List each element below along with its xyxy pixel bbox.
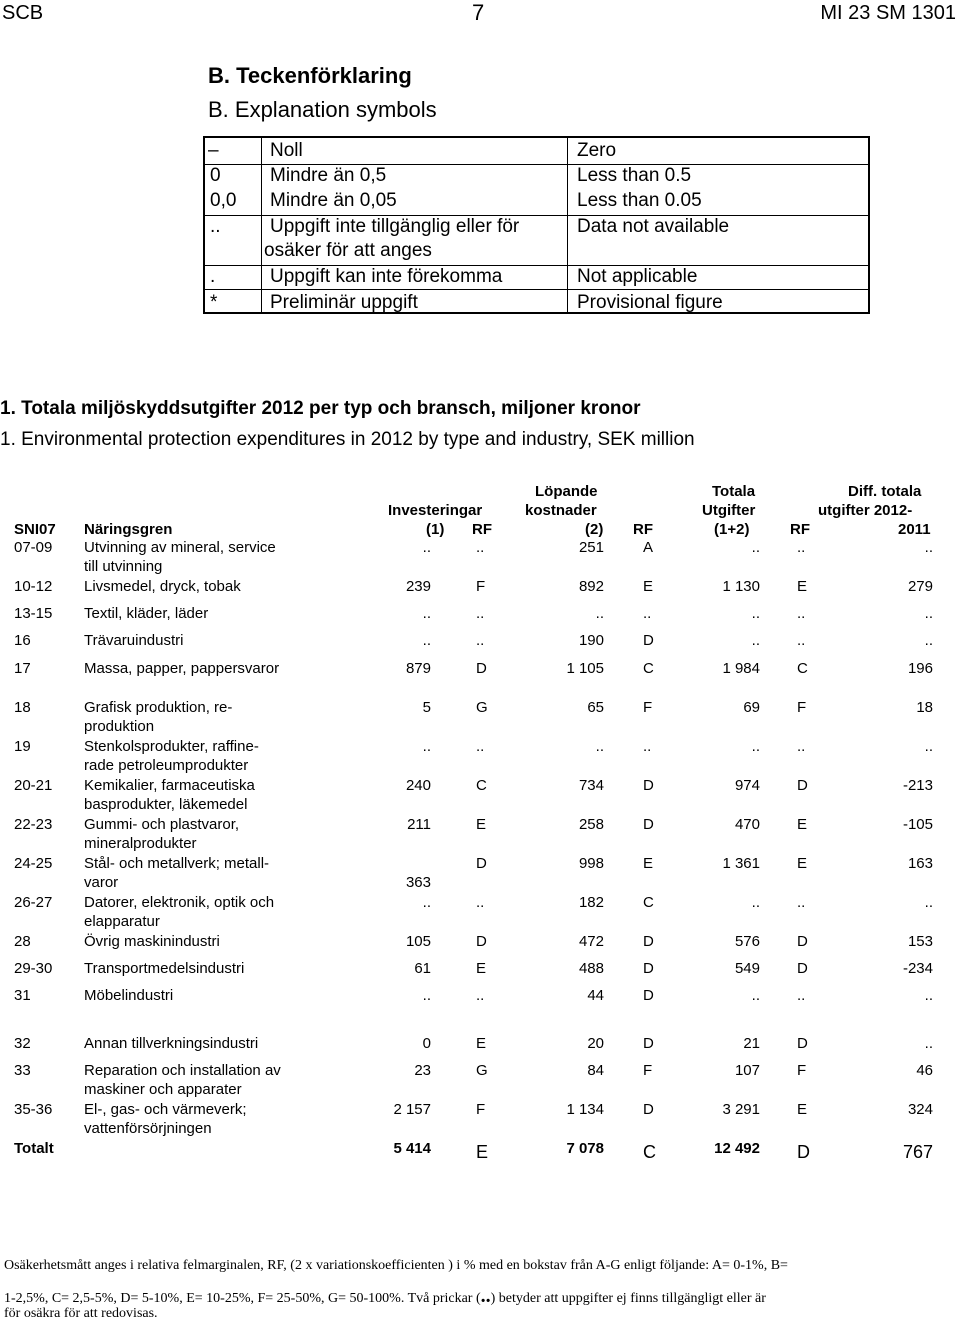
cell-rf-tot: F: [797, 1062, 807, 1079]
cell-rf-inv: E: [476, 1035, 487, 1052]
legend-symbol: *: [210, 292, 218, 313]
cell-diff: 163: [907, 855, 933, 872]
legend-symbol: ..: [210, 216, 221, 237]
legend-swedish: Noll: [270, 140, 303, 161]
cell-totala: ..: [751, 605, 760, 622]
cell-investeringar: 5: [422, 699, 431, 716]
cell-rf-tot: D: [797, 777, 808, 794]
cell-totala: ..: [751, 894, 760, 911]
header-totala: Totala: [712, 483, 756, 500]
cell-lopande: 182: [578, 894, 604, 911]
cell-lopande: 1 105: [566, 660, 604, 677]
cell-naringsgren: Textil, kläder, läder: [84, 605, 209, 622]
cell-totala: ..: [751, 987, 760, 1004]
cell-rf-lop: D: [643, 960, 654, 977]
legend-english: Less than 0.05: [577, 190, 702, 211]
cell-totala: 974: [734, 777, 760, 794]
legend-title-sv: B. Teckenförklaring: [208, 63, 412, 88]
footnote-line-3: för osäkra för att redovisas.: [4, 1306, 158, 1321]
cell-sni: 31: [14, 987, 31, 1004]
cell-naringsgren: El-, gas- och värmeverk;: [84, 1101, 247, 1118]
cell-rf-tot: ..: [797, 987, 806, 1004]
header-diff-year: 2011: [898, 521, 931, 538]
cell-rf-lop: A: [643, 539, 654, 556]
cell-lopande: ..: [595, 605, 604, 622]
cell-lopande: ..: [595, 738, 604, 755]
cell-rf-lop: C: [643, 894, 654, 911]
cell-investeringar: 240: [405, 777, 431, 794]
legend-english: Data not available: [577, 216, 730, 237]
total-cell-totala: 12 492: [714, 1140, 760, 1157]
header-rf-1: RF: [472, 521, 492, 538]
cell-investeringar: ..: [422, 539, 431, 556]
cell-rf-inv: G: [476, 1062, 488, 1079]
cell-totala: 576: [734, 933, 760, 950]
header-lopande: Löpande: [535, 483, 598, 500]
cell-diff: ..: [924, 539, 933, 556]
cell-investeringar: 363: [405, 874, 431, 891]
cell-lopande: 258: [578, 816, 604, 833]
cell-naringsgren: Stenkolsprodukter, raffine-: [84, 738, 259, 755]
legend-symbol: .: [210, 266, 216, 287]
cell-diff: ..: [924, 605, 933, 622]
total-cell-lopande: 7 078: [566, 1140, 604, 1157]
header-right: MI 23 SM 1301: [820, 2, 956, 24]
cell-lopande: 472: [578, 933, 604, 950]
cell-naringsgren: Kemikalier, farmaceutiska: [84, 777, 255, 794]
cell-rf-tot: D: [797, 1035, 808, 1052]
total-cell-rf-inv: E: [476, 1142, 489, 1162]
cell-sni: 26-27: [14, 894, 53, 911]
cell-rf-inv: ..: [476, 987, 485, 1004]
cell-investeringar: ..: [422, 987, 431, 1004]
page-number: 7: [472, 0, 485, 25]
cell-totala: 21: [743, 1035, 760, 1052]
cell-sni: 10-12: [14, 578, 53, 595]
cell-sni: 13-15: [14, 605, 53, 622]
cell-rf-lop: D: [643, 777, 654, 794]
cell-investeringar: ..: [422, 738, 431, 755]
cell-rf-inv: F: [476, 578, 486, 595]
cell-rf-inv: D: [476, 660, 487, 677]
cell-rf-lop: ..: [643, 738, 652, 755]
total-label: Totalt: [14, 1140, 54, 1157]
header-lopande-num: (2): [585, 521, 604, 538]
cell-totala: ..: [751, 539, 760, 556]
cell-diff: -234: [902, 960, 933, 977]
cell-investeringar: 61: [414, 960, 431, 977]
cell-rf-lop: D: [643, 933, 654, 950]
cell-rf-tot: C: [797, 660, 808, 677]
footnote-line-2: [4, 1285, 766, 1308]
legend-english: Provisional figure: [577, 292, 723, 313]
cell-rf-inv: G: [476, 699, 488, 716]
cell-diff: 279: [907, 578, 933, 595]
cell-sni: 16: [14, 632, 31, 649]
cell-totala: ..: [751, 738, 760, 755]
cell-sni: 35-36: [14, 1101, 53, 1118]
cell-rf-tot: ..: [797, 894, 806, 911]
cell-investeringar: 23: [414, 1062, 431, 1079]
cell-rf-tot: F: [797, 699, 807, 716]
cell-lopande: 998: [578, 855, 604, 872]
cell-totala: 470: [734, 816, 760, 833]
cell-diff: ..: [924, 987, 933, 1004]
cell-rf-lop: F: [643, 699, 653, 716]
cell-lopande: 84: [587, 1062, 604, 1079]
cell-rf-inv: ..: [476, 632, 485, 649]
cell-lopande: 251: [578, 539, 604, 556]
cell-totala: 549: [734, 960, 760, 977]
cell-naringsgren: Datorer, elektronik, optik och: [84, 894, 275, 911]
cell-lopande: 65: [587, 699, 604, 716]
cell-rf-inv: E: [476, 816, 487, 833]
header-left: SCB: [2, 2, 44, 24]
legend-symbol: –: [208, 140, 219, 161]
header-diff: Diff. totala: [848, 483, 922, 500]
legend-english: Zero: [577, 140, 617, 161]
cell-investeringar: 211: [407, 816, 431, 833]
legend-swedish: Mindre än 0,5: [270, 165, 387, 186]
cell-naringsgren-cont: varor: [84, 874, 119, 891]
cell-sni: 24-25: [14, 855, 53, 872]
cell-lopande: 190: [578, 632, 604, 649]
cell-investeringar: ..: [422, 605, 431, 622]
cell-rf-tot: D: [797, 933, 808, 950]
cell-diff: 324: [907, 1101, 933, 1118]
total-cell-rf-lop: C: [643, 1142, 656, 1162]
cell-diff: ..: [924, 894, 933, 911]
cell-rf-tot: E: [797, 1101, 808, 1118]
cell-naringsgren: Gummi- och plastvaror,: [84, 816, 240, 833]
cell-investeringar: 2 157: [393, 1101, 431, 1118]
cell-investeringar: 879: [405, 660, 431, 677]
header-rf-2: RF: [633, 521, 653, 538]
total-cell-rf-tot: D: [797, 1142, 810, 1162]
cell-rf-tot: E: [797, 816, 808, 833]
cell-naringsgren: Transportmedelsindustri: [84, 960, 245, 977]
cell-diff: ..: [924, 632, 933, 649]
cell-naringsgren: Övrig maskinindustri: [84, 933, 220, 950]
cell-naringsgren-cont: till utvinning: [84, 558, 163, 575]
cell-rf-lop: D: [643, 1101, 654, 1118]
cell-sni: 33: [14, 1062, 31, 1079]
header-rf-3: RF: [790, 521, 810, 538]
cell-naringsgren: Annan tillverkningsindustri: [84, 1035, 259, 1052]
cell-diff: -105: [902, 816, 933, 833]
cell-diff: ..: [924, 1035, 933, 1052]
cell-naringsgren-cont: mineralprodukter: [84, 835, 197, 852]
footnote-line-2b: ) betyder att uppgifter ej finns tillgängligt eller är: [490, 1291, 766, 1306]
cell-rf-tot: ..: [797, 738, 806, 755]
cell-naringsgren: Livsmedel, dryck, tobak: [84, 578, 241, 595]
cell-naringsgren-cont: maskiner och apparater: [84, 1081, 242, 1098]
cell-naringsgren: Massa, papper, pappersvaror: [84, 660, 280, 677]
cell-totala: 3 291: [722, 1101, 760, 1118]
header-kostnader: kostnader: [525, 502, 597, 519]
table-title-en: 1. Environmental protection expenditures in 2012 by type and industry, SEK million: [0, 429, 695, 450]
cell-investeringar: 239: [405, 578, 431, 595]
header-investeringar-num: (1): [426, 521, 445, 538]
cell-sni: 07-09: [14, 539, 53, 556]
cell-naringsgren-cont: basprodukter, läkemedel: [84, 796, 248, 813]
header-diff-utgifter: utgifter 2012-: [818, 502, 913, 519]
footnote-line-2a: 1-2,5%, C= 2,5-5%, D= 5-10%, E= 10-25%, F= 25-50%, G= 50-100%. Två prickar (: [4, 1291, 481, 1306]
legend-english: Not applicable: [577, 266, 698, 287]
cell-rf-inv: ..: [476, 738, 485, 755]
cell-investeringar: ..: [422, 632, 431, 649]
legend-symbol: 0: [210, 165, 221, 186]
total-cell-investeringar: 5 414: [393, 1140, 431, 1157]
footnote-line-1: Osäkerhetsmått anges i relativa felmarginalen, RF, (2 x variationskoefficienten ) i % med en bokstav från A-G enligt följande: A= 0-1%, B=: [4, 1258, 788, 1273]
cell-lopande: 488: [578, 960, 604, 977]
cell-naringsgren: Grafisk produktion, re-: [84, 699, 233, 716]
cell-diff: 46: [916, 1062, 933, 1079]
cell-naringsgren-cont: vattenförsörjningen: [84, 1120, 212, 1137]
cell-rf-inv: C: [476, 777, 487, 794]
cell-rf-lop: D: [643, 1035, 654, 1052]
legend-english: Less than 0.5: [577, 165, 692, 186]
cell-diff: -213: [902, 777, 933, 794]
cell-lopande: 1 134: [566, 1101, 604, 1118]
cell-rf-tot: E: [797, 855, 808, 872]
cell-naringsgren-cont: produktion: [84, 718, 155, 735]
cell-totala: 1 984: [722, 660, 760, 677]
cell-sni: 18: [14, 699, 31, 716]
cell-investeringar: 0: [422, 1035, 431, 1052]
header-investeringar: Investeringar: [388, 502, 483, 519]
cell-totala: 107: [734, 1062, 760, 1079]
cell-lopande: 44: [587, 987, 604, 1004]
cell-sni: 22-23: [14, 816, 53, 833]
cell-naringsgren-cont: elapparatur: [84, 913, 160, 930]
cell-rf-lop: F: [643, 1062, 653, 1079]
header-sni: SNI07: [14, 521, 56, 538]
cell-rf-tot: E: [797, 578, 808, 595]
cell-sni: 28: [14, 933, 31, 950]
header-naringsgren: Näringsgren: [84, 521, 173, 538]
cell-naringsgren: Utvinning av mineral, service: [84, 539, 276, 556]
cell-totala: 1 130: [722, 578, 760, 595]
cell-rf-lop: C: [643, 660, 654, 677]
cell-naringsgren-cont: rade petroleumprodukter: [84, 757, 249, 774]
cell-lopande: 20: [587, 1035, 604, 1052]
cell-rf-lop: D: [643, 632, 654, 649]
cell-totala: 69: [743, 699, 760, 716]
cell-naringsgren: Möbelindustri: [84, 987, 174, 1004]
table-title-sv: 1. Totala miljöskyddsutgifter 2012 per typ och bransch, miljoner kronor: [0, 398, 641, 419]
legend-swedish-cont: osäker för att anges: [264, 240, 432, 261]
cell-rf-inv: ..: [476, 894, 485, 911]
cell-diff: 196: [907, 660, 933, 677]
footnote-dots: ..: [480, 1285, 491, 1307]
cell-rf-lop: ..: [643, 605, 652, 622]
legend-swedish: Preliminär uppgift: [270, 292, 418, 313]
legend-title-en: B. Explanation symbols: [208, 97, 437, 122]
legend-swedish: Mindre än 0,05: [270, 190, 397, 211]
cell-rf-lop: D: [643, 987, 654, 1004]
cell-sni: 19: [14, 738, 31, 755]
cell-rf-inv: ..: [476, 605, 485, 622]
cell-naringsgren: Stål- och metallverk; metall-: [84, 855, 270, 872]
header-totala-num: (1+2): [714, 521, 750, 538]
cell-rf-inv: F: [476, 1101, 486, 1118]
cell-naringsgren: Reparation och installation av: [84, 1062, 281, 1079]
cell-rf-tot: ..: [797, 539, 806, 556]
cell-rf-inv: D: [476, 855, 487, 872]
cell-rf-inv: ..: [476, 539, 485, 556]
cell-diff: 18: [916, 699, 933, 716]
cell-sni: 32: [14, 1035, 31, 1052]
cell-diff: 153: [907, 933, 933, 950]
cell-rf-lop: E: [643, 855, 654, 872]
cell-investeringar: ..: [422, 894, 431, 911]
cell-rf-tot: ..: [797, 605, 806, 622]
cell-rf-inv: E: [476, 960, 487, 977]
cell-sni: 20-21: [14, 777, 53, 794]
cell-totala: 1 361: [722, 855, 760, 872]
total-cell-diff: 767: [902, 1142, 933, 1162]
cell-rf-inv: D: [476, 933, 487, 950]
cell-rf-lop: D: [643, 816, 654, 833]
cell-rf-lop: E: [643, 578, 654, 595]
legend-swedish: Uppgift kan inte förekomma: [270, 266, 503, 287]
cell-sni: 17: [14, 660, 31, 677]
cell-investeringar: 105: [405, 933, 431, 950]
cell-naringsgren: Trävaruindustri: [84, 632, 184, 649]
cell-rf-tot: D: [797, 960, 808, 977]
cell-lopande: 734: [578, 777, 604, 794]
cell-totala: ..: [751, 632, 760, 649]
legend-swedish: Uppgift inte tillgänglig eller för: [270, 216, 520, 237]
cell-sni: 29-30: [14, 960, 53, 977]
legend-symbol: 0,0: [210, 190, 237, 211]
cell-lopande: 892: [578, 578, 604, 595]
cell-rf-tot: ..: [797, 632, 806, 649]
header-utgifter: Utgifter: [702, 502, 756, 519]
cell-diff: ..: [924, 738, 933, 755]
